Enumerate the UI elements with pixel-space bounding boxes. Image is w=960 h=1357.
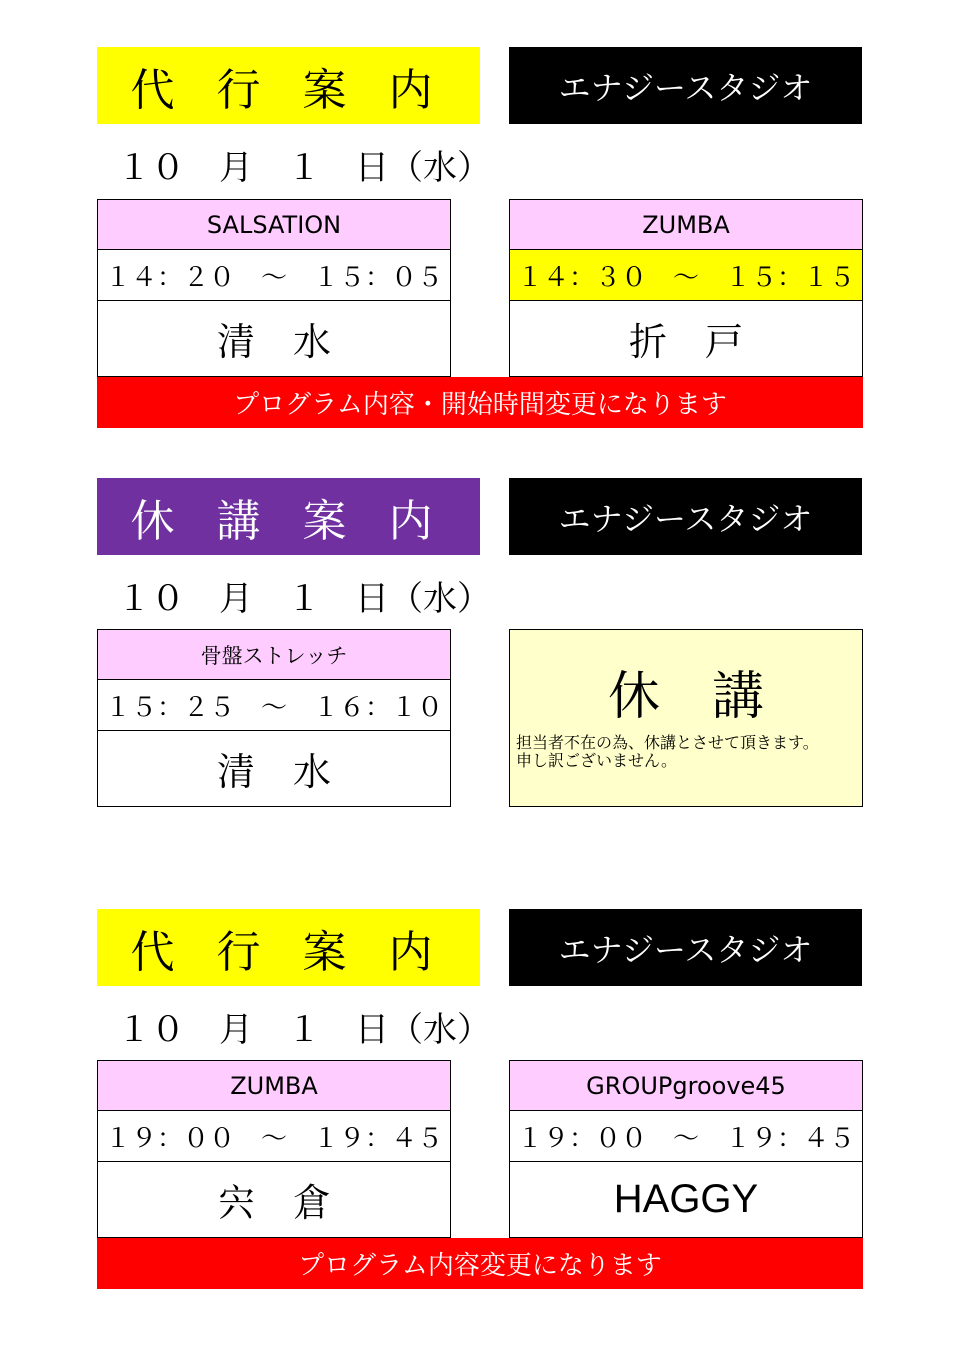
- class-time: １９：００ ～ １９：４５: [98, 1111, 450, 1162]
- section1-title-banner: [97, 47, 480, 124]
- program-name: GROUPgroove45: [510, 1061, 862, 1111]
- instructor-name: 清 水: [216, 749, 331, 794]
- section2-studio-banner: [509, 478, 862, 555]
- section3-title: 代 行 案 内: [130, 926, 447, 978]
- cancel-heading: 休 講: [607, 667, 764, 727]
- class-time-highlighted: １４：３０ ～ １５：１５: [510, 250, 862, 301]
- section1-title: 代 行 案 内: [130, 64, 447, 116]
- section1-studio: エナジースタジオ: [558, 68, 813, 107]
- section2-studio: エナジースタジオ: [558, 499, 813, 538]
- section3-right-card: [509, 1060, 863, 1238]
- section2-title-banner: [97, 478, 480, 555]
- section1-studio-banner: [509, 47, 862, 124]
- section1-notice-bar: プログラム内容・開始時間変更になります: [97, 377, 863, 428]
- section2-title: 休 講 案 内: [130, 495, 447, 547]
- instructor-name: 折 戸: [628, 319, 743, 364]
- section3-title-banner: [97, 909, 480, 986]
- section2-left-card: [97, 629, 451, 807]
- section1-left-card: [97, 199, 451, 377]
- instructor-name: 宍 倉: [216, 1180, 331, 1225]
- section3-date: １０ 月 １ 日（水）: [117, 1010, 491, 1050]
- section2-cancel-card: [509, 629, 863, 807]
- section3-left-card: [97, 1060, 451, 1238]
- program-name: ZUMBA: [510, 200, 862, 250]
- program-name: ZUMBA: [98, 1061, 450, 1111]
- program-name: SALSATION: [98, 200, 450, 250]
- instructor-name: 清 水: [216, 319, 331, 364]
- class-time: １４：２０ ～ １５：０５: [98, 250, 450, 301]
- class-time: １９：００ ～ １９：４５: [510, 1111, 862, 1162]
- program-name: 骨盤ストレッチ: [98, 630, 450, 680]
- section3-studio-banner: [509, 909, 862, 986]
- section3-notice-bar: プログラム内容変更になります: [97, 1238, 863, 1289]
- section3-studio: エナジースタジオ: [558, 930, 813, 969]
- cancel-message: 担当者不在の為、休講とさせて頂きます。 申し訳ございません。: [516, 733, 819, 770]
- section1-right-card: [509, 199, 863, 377]
- instructor-name: HAGGY: [613, 1176, 759, 1221]
- class-time: １５：２５ ～ １６：１０: [98, 680, 450, 731]
- section1-date: １０ 月 １ 日（水）: [117, 148, 491, 188]
- section2-date: １０ 月 １ 日（水）: [117, 579, 491, 619]
